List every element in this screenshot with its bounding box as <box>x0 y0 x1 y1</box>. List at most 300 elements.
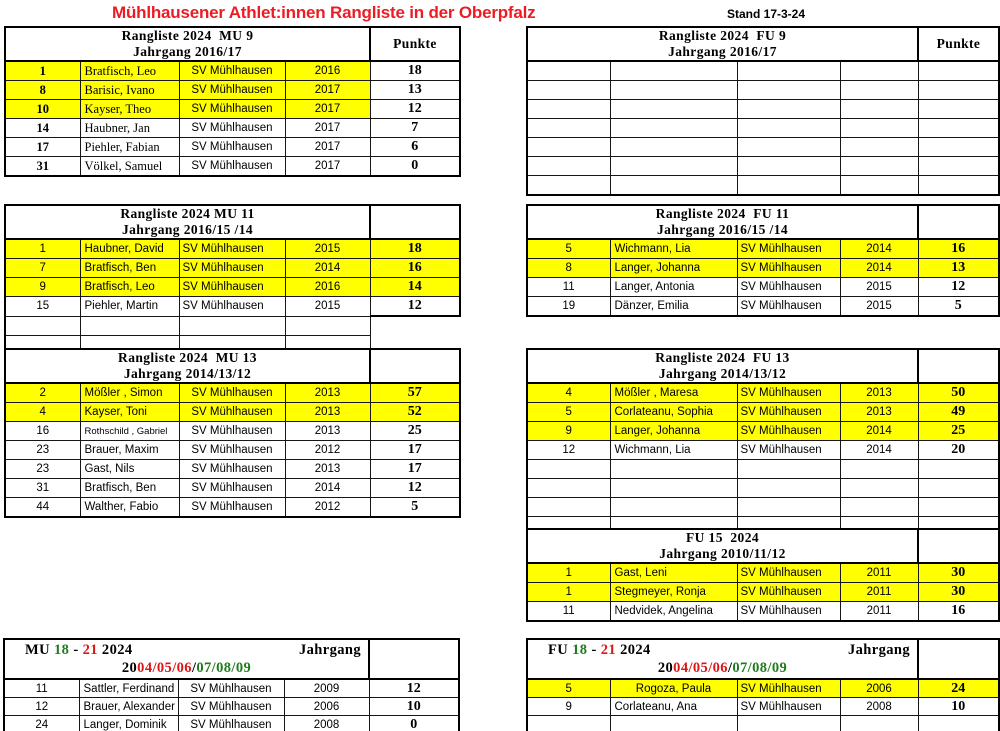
header-text-segment: 18 <box>572 642 588 658</box>
table-row <box>527 157 999 176</box>
cell-name: Sattler, Ferdinand <box>79 679 178 698</box>
table-row <box>5 403 460 422</box>
cell-year <box>840 716 918 731</box>
cell-club <box>737 138 840 157</box>
cell-name: Bratfisch, Leo <box>80 61 179 81</box>
table-row <box>5 239 460 259</box>
table-row <box>4 698 459 716</box>
cell-rank: 44 <box>5 498 80 518</box>
header-text-segment: MU <box>25 642 54 658</box>
table-row <box>527 498 999 517</box>
jahrgang-label: Jahrgang <box>847 642 910 658</box>
table-row <box>4 716 459 731</box>
cell-club: SV Mühlhausen <box>179 61 285 81</box>
cell-club: SV Mühlhausen <box>179 278 285 297</box>
cell-club: SV Mühlhausen <box>179 422 285 441</box>
cell-name: Dänzer, Emilia <box>610 297 737 317</box>
cell-points: 6 <box>370 138 460 157</box>
cell-rank <box>527 100 610 119</box>
cell-points: 30 <box>918 563 999 583</box>
cell-club: SV Mühlhausen <box>737 422 840 441</box>
cell-rank <box>527 176 610 196</box>
cell-year: 2015 <box>285 239 370 259</box>
cell-club: SV Mühlhausen <box>737 679 840 698</box>
cell-club <box>737 460 840 479</box>
cell-name: Nedvidek, Angelina <box>610 602 737 622</box>
cell-points: 49 <box>918 403 999 422</box>
cell-year <box>840 498 918 517</box>
cell-points: 14 <box>370 278 460 297</box>
table-row <box>5 441 460 460</box>
cell-rank <box>527 460 610 479</box>
cell-club: SV Mühlhausen <box>179 157 285 177</box>
cell-points: 50 <box>918 383 999 403</box>
cell-name: Bratfisch, Ben <box>80 479 179 498</box>
cell-points: 13 <box>918 259 999 278</box>
cell-rank: 23 <box>5 441 80 460</box>
cell-name: Haubner, Jan <box>80 119 179 138</box>
cell-rank: 31 <box>5 157 80 177</box>
table-row <box>5 138 460 157</box>
punkte-header <box>369 639 459 679</box>
cell-rank: 11 <box>527 602 610 622</box>
table-row <box>5 259 460 278</box>
table-fu18 <box>526 638 1000 731</box>
cell-name: Langer, Dominik <box>79 716 178 731</box>
table-header <box>5 349 460 383</box>
cell-name <box>610 61 737 81</box>
cell-club <box>737 81 840 100</box>
cell-year: 2006 <box>284 698 369 716</box>
table-title-line1: Rangliste 2024 FU 9 <box>658 28 787 43</box>
cell-rank <box>527 61 610 81</box>
header-text-segment: 07/08/09 <box>196 660 252 676</box>
table-row <box>527 479 999 498</box>
cell-club: SV Mühlhausen <box>179 297 285 317</box>
cell-rank: 4 <box>5 403 80 422</box>
punkte-header: Punkte <box>918 27 999 61</box>
cell-year: 2013 <box>840 403 918 422</box>
table-row <box>527 441 999 460</box>
table-row <box>5 498 460 518</box>
cell-year <box>840 176 918 196</box>
cell-year: 2017 <box>285 100 370 119</box>
cell-club: SV Mühlhausen <box>178 698 284 716</box>
cell-year: 2017 <box>285 138 370 157</box>
table-title-line2: Jahrgang 2016/15 /14 <box>656 222 788 237</box>
cell-club: SV Mühlhausen <box>179 239 285 259</box>
cell-name: Wichmann, Lia <box>610 239 737 259</box>
cell-club: SV Mühlhausen <box>179 119 285 138</box>
cell-rank: 1 <box>527 583 610 602</box>
table-row <box>527 176 999 196</box>
cell-club: SV Mühlhausen <box>737 383 840 403</box>
jahrgang-label: Jahrgang <box>298 642 361 658</box>
cell-name: Brauer, Alexander <box>79 698 178 716</box>
table-mu13 <box>4 348 461 518</box>
cell-points: 0 <box>370 157 460 177</box>
cell-year <box>840 61 918 81</box>
cell-rank <box>527 138 610 157</box>
table-header <box>527 205 999 239</box>
cell-name: Bratfisch, Leo <box>80 278 179 297</box>
cell-year <box>840 119 918 138</box>
cell-club: SV Mühlhausen <box>179 259 285 278</box>
cell-rank: 16 <box>5 422 80 441</box>
cell-name: Kayser, Toni <box>80 403 179 422</box>
punkte-header <box>918 639 999 679</box>
table-header <box>5 205 460 239</box>
table-title <box>527 27 918 61</box>
table-row <box>527 119 999 138</box>
cell-points: 0 <box>369 716 459 731</box>
table-title-line2: Jahrgang 2016/15 /14 <box>121 222 253 237</box>
cell-points: 10 <box>369 698 459 716</box>
cell-rank: 10 <box>5 100 80 119</box>
table-row <box>527 61 999 81</box>
cell-name <box>610 157 737 176</box>
cell-club <box>737 716 840 731</box>
cell-name <box>80 316 179 335</box>
page-title: Mühlhausener Athlet:innen Rangliste in der Oberpfalz <box>112 3 536 22</box>
cell-points <box>918 460 999 479</box>
cell-club: SV Mühlhausen <box>737 403 840 422</box>
table-mu18 <box>3 638 460 731</box>
cell-name <box>610 138 737 157</box>
table-row <box>527 81 999 100</box>
cell-points <box>918 119 999 138</box>
cell-rank <box>527 479 610 498</box>
cell-club <box>179 316 285 335</box>
cell-club: SV Mühlhausen <box>737 259 840 278</box>
cell-name: Mößler , Maresa <box>610 383 737 403</box>
table-mu9 <box>4 26 461 177</box>
header-text-segment: 04/05/06 <box>137 660 192 676</box>
cell-points: 12 <box>370 100 460 119</box>
table-row <box>527 422 999 441</box>
cell-name <box>610 716 737 731</box>
cell-rank: 12 <box>527 441 610 460</box>
cell-points: 17 <box>370 441 460 460</box>
table-row <box>5 383 460 403</box>
cell-name: Barisic, Ivano <box>80 81 179 100</box>
table-row <box>527 698 999 716</box>
table-title <box>5 27 370 61</box>
punkte-header: Punkte <box>370 27 460 61</box>
cell-club: SV Mühlhausen <box>179 460 285 479</box>
table-row <box>527 297 999 317</box>
cell-rank <box>5 316 80 335</box>
table-title-line2: Jahrgang 2014/13/12 <box>658 366 787 381</box>
cell-rank: 2 <box>5 383 80 403</box>
cell-year: 2014 <box>285 259 370 278</box>
punkte-header <box>370 349 460 383</box>
header-text-segment: / <box>191 660 197 676</box>
cell-points: 57 <box>370 383 460 403</box>
cell-name: Haubner, David <box>80 239 179 259</box>
cell-club: SV Mühlhausen <box>737 239 840 259</box>
cell-rank: 5 <box>527 403 610 422</box>
cell-points <box>918 81 999 100</box>
cell-year: 2013 <box>285 403 370 422</box>
cell-club: SV Mühlhausen <box>737 297 840 317</box>
cell-name: Corlateanu, Sophia <box>610 403 737 422</box>
table-header <box>5 27 460 61</box>
punkte-header <box>918 349 999 383</box>
table-row <box>527 138 999 157</box>
table-title <box>5 205 370 239</box>
header-text-segment: - <box>587 642 601 658</box>
cell-points: 16 <box>918 239 999 259</box>
cell-rank: 8 <box>527 259 610 278</box>
cell-name: Walther, Fabio <box>80 498 179 518</box>
header-text-segment: 20 <box>121 660 138 676</box>
cell-year <box>840 138 918 157</box>
cell-year: 2015 <box>840 297 918 317</box>
cell-club: SV Mühlhausen <box>179 138 285 157</box>
cell-club: SV Mühlhausen <box>178 679 284 698</box>
cell-rank: 24 <box>4 716 79 731</box>
cell-year: 2013 <box>285 460 370 479</box>
cell-rank: 11 <box>4 679 79 698</box>
cell-club <box>737 498 840 517</box>
cell-points: 16 <box>918 602 999 622</box>
table-row <box>527 403 999 422</box>
cell-rank: 1 <box>5 61 80 81</box>
header-text-segment: - <box>69 642 83 658</box>
cell-year <box>840 479 918 498</box>
table-row <box>527 278 999 297</box>
table-title-line2: Jahrgang 2016/17 <box>668 44 777 59</box>
table-row <box>5 119 460 138</box>
cell-name <box>610 498 737 517</box>
table-title <box>527 529 918 563</box>
cell-points: 52 <box>370 403 460 422</box>
cell-name: Völkel, Samuel <box>80 157 179 177</box>
cell-club <box>737 119 840 138</box>
table-header <box>527 639 999 679</box>
cell-rank: 9 <box>5 278 80 297</box>
punkte-header <box>918 529 999 563</box>
cell-points: 12 <box>918 278 999 297</box>
cell-club: SV Mühlhausen <box>737 583 840 602</box>
cell-rank <box>527 119 610 138</box>
cell-points: 5 <box>918 297 999 317</box>
cell-points: 17 <box>370 460 460 479</box>
cell-name: Wichmann, Lia <box>610 441 737 460</box>
cell-club <box>737 61 840 81</box>
cell-name: Corlateanu, Ana <box>610 698 737 716</box>
cell-year: 2013 <box>285 383 370 403</box>
cell-rank: 4 <box>527 383 610 403</box>
table-row <box>5 316 460 335</box>
cell-year: 2014 <box>840 441 918 460</box>
table-row <box>527 583 999 602</box>
table-header <box>527 529 999 563</box>
table-title-line1: Rangliste 2024 FU 13 <box>655 350 790 365</box>
cell-points <box>918 479 999 498</box>
table-title-line1: Rangliste 2024 MU 11 <box>120 206 255 221</box>
cell-name <box>610 460 737 479</box>
cell-club: SV Mühlhausen <box>179 479 285 498</box>
cell-name <box>610 81 737 100</box>
table-row <box>5 479 460 498</box>
table-row <box>527 259 999 278</box>
cell-points: 13 <box>370 81 460 100</box>
cell-club <box>737 157 840 176</box>
cell-year: 2015 <box>285 297 370 317</box>
cell-name: Bratfisch, Ben <box>80 259 179 278</box>
cell-club: SV Mühlhausen <box>178 716 284 731</box>
cell-points: 18 <box>370 239 460 259</box>
stand-date: Stand 17-3-24 <box>727 7 806 21</box>
cell-points <box>918 157 999 176</box>
cell-name: Kayser, Theo <box>80 100 179 119</box>
cell-year <box>285 316 370 335</box>
cell-name: Piehler, Fabian <box>80 138 179 157</box>
cell-year <box>840 157 918 176</box>
cell-points: 25 <box>918 422 999 441</box>
table-row <box>527 100 999 119</box>
table-row <box>527 460 999 479</box>
cell-club: SV Mühlhausen <box>179 441 285 460</box>
table-title-line1: Rangliste 2024 MU 13 <box>118 350 257 365</box>
cell-year: 2011 <box>840 563 918 583</box>
cell-name: Stegmeyer, Ronja <box>610 583 737 602</box>
cell-club: SV Mühlhausen <box>179 383 285 403</box>
cell-club: SV Mühlhausen <box>737 441 840 460</box>
cell-name: Langer, Johanna <box>610 422 737 441</box>
cell-year: 2016 <box>285 278 370 297</box>
cell-points: 12 <box>370 297 460 317</box>
table-title-line2: Jahrgang 2010/11/12 <box>659 546 786 561</box>
cell-rank: 11 <box>527 278 610 297</box>
table-fu9 <box>526 26 1000 196</box>
cell-rank: 9 <box>527 698 610 716</box>
cell-rank: 17 <box>5 138 80 157</box>
cell-rank: 12 <box>4 698 79 716</box>
header-text-segment: 2024 <box>616 642 651 658</box>
cell-year: 2013 <box>285 422 370 441</box>
cell-year: 2012 <box>285 498 370 518</box>
table-row <box>5 61 460 81</box>
table-header <box>527 27 999 61</box>
cell-points: 7 <box>370 119 460 138</box>
cell-points <box>918 138 999 157</box>
table-title <box>527 639 918 679</box>
cell-name: Rothschild , Gabriel <box>80 422 179 441</box>
cell-rank: 1 <box>5 239 80 259</box>
cell-year: 2014 <box>840 259 918 278</box>
table-mu11 <box>4 204 461 356</box>
header-text-segment: / <box>727 660 733 676</box>
cell-name <box>610 176 737 196</box>
cell-points <box>918 176 999 196</box>
table-row <box>5 81 460 100</box>
cell-year: 2016 <box>285 61 370 81</box>
header-text-segment: 2024 <box>97 642 133 658</box>
table-header <box>4 639 459 679</box>
cell-name: Brauer, Maxim <box>80 441 179 460</box>
header-text-segment: 18 <box>53 642 70 658</box>
table-title <box>527 349 918 383</box>
punkte-header <box>918 205 999 239</box>
table-header <box>527 349 999 383</box>
cell-name: Rogoza, Paula <box>610 679 737 698</box>
table-title <box>4 639 369 679</box>
cell-name <box>610 479 737 498</box>
cell-rank: 31 <box>5 479 80 498</box>
cell-rank: 5 <box>527 239 610 259</box>
header-text-segment: 07/08/09 <box>732 660 788 676</box>
cell-points: 10 <box>918 698 999 716</box>
cell-club: SV Mühlhausen <box>179 81 285 100</box>
cell-year <box>840 100 918 119</box>
table-row <box>527 602 999 622</box>
cell-name: Gast, Nils <box>80 460 179 479</box>
cell-points: 16 <box>370 259 460 278</box>
cell-club <box>737 100 840 119</box>
cell-year: 2006 <box>840 679 918 698</box>
cell-rank <box>527 498 610 517</box>
table-fu11 <box>526 204 1000 317</box>
cell-club: SV Mühlhausen <box>179 403 285 422</box>
cell-name <box>610 100 737 119</box>
table-row <box>5 422 460 441</box>
cell-rank: 9 <box>527 422 610 441</box>
table-row <box>5 157 460 177</box>
cell-rank <box>527 716 610 731</box>
cell-points: 20 <box>918 441 999 460</box>
cell-name: Gast, Leni <box>610 563 737 583</box>
cell-club <box>737 479 840 498</box>
punkte-header <box>370 205 460 239</box>
cell-rank <box>527 157 610 176</box>
cell-points <box>918 61 999 81</box>
table-row <box>5 297 460 317</box>
cell-name: Piehler, Martin <box>80 297 179 317</box>
cell-year: 2011 <box>840 602 918 622</box>
cell-year: 2008 <box>284 716 369 731</box>
cell-rank: 8 <box>5 81 80 100</box>
cell-year: 2015 <box>840 278 918 297</box>
cell-points: 12 <box>369 679 459 698</box>
table-row <box>527 239 999 259</box>
cell-rank: 1 <box>527 563 610 583</box>
table-row <box>5 278 460 297</box>
cell-points <box>918 498 999 517</box>
cell-club: SV Mühlhausen <box>179 100 285 119</box>
cell-year: 2014 <box>840 239 918 259</box>
cell-points: 25 <box>370 422 460 441</box>
table-title-line2: Jahrgang 2014/13/12 <box>123 366 252 381</box>
header-text-segment: FU <box>548 642 573 658</box>
cell-name <box>610 119 737 138</box>
cell-points: 30 <box>918 583 999 602</box>
cell-club: SV Mühlhausen <box>179 498 285 518</box>
header-text-segment: 21 <box>82 642 98 658</box>
cell-rank: 14 <box>5 119 80 138</box>
cell-rank: 23 <box>5 460 80 479</box>
cell-rank: 15 <box>5 297 80 317</box>
cell-rank: 5 <box>527 679 610 698</box>
cell-year <box>840 81 918 100</box>
cell-name: Langer, Antonia <box>610 278 737 297</box>
cell-club: SV Mühlhausen <box>737 698 840 716</box>
table-row <box>527 716 999 731</box>
cell-rank <box>527 81 610 100</box>
cell-year: 2013 <box>840 383 918 403</box>
